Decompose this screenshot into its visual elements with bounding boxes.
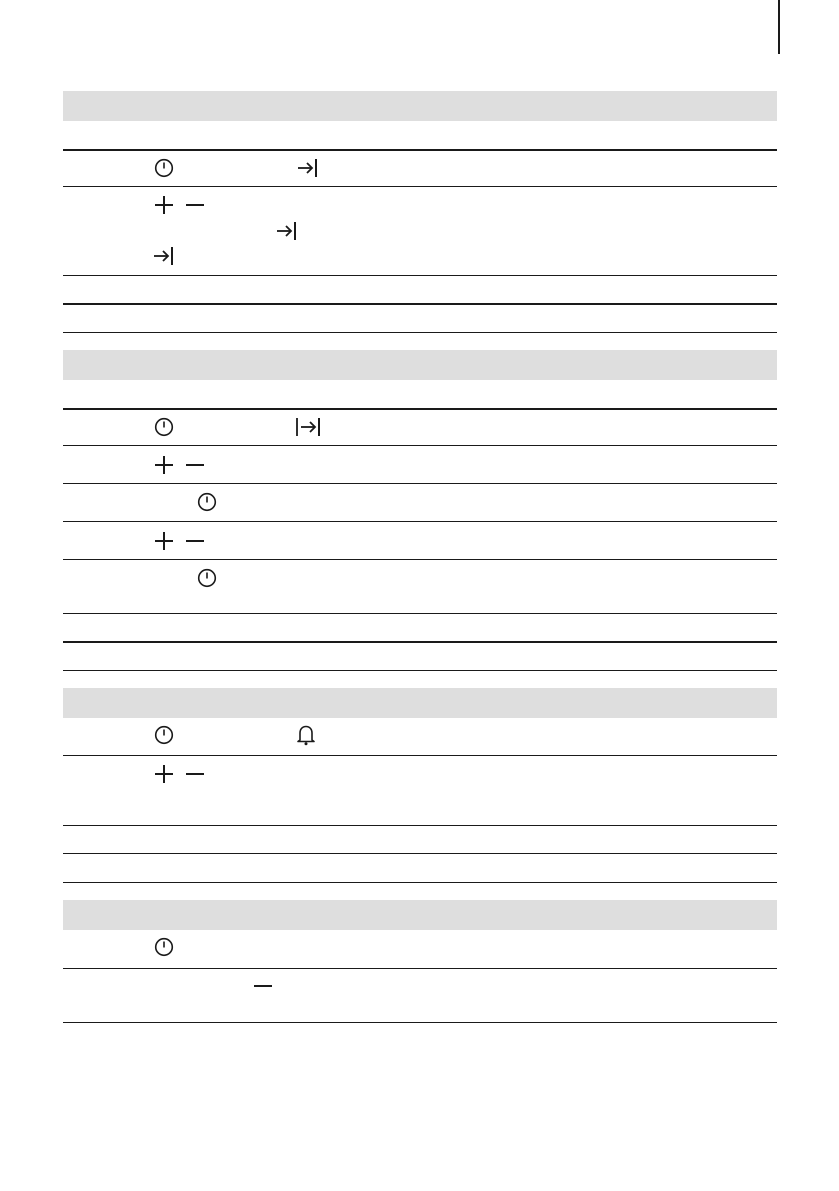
table-row	[63, 408, 777, 446]
table-row	[63, 969, 777, 1023]
table-row	[63, 484, 777, 522]
table-row	[63, 643, 777, 671]
plus-icon	[154, 531, 174, 551]
section-4-header-band	[63, 900, 777, 930]
plus-icon	[154, 764, 174, 784]
table-row	[63, 826, 777, 854]
table-row	[63, 756, 777, 826]
table-row	[63, 560, 777, 614]
table-row	[63, 718, 777, 756]
instruction-table	[63, 91, 777, 1023]
section-2-header-band	[63, 350, 777, 380]
clock-icon	[197, 492, 217, 512]
arrow-to-bar-icon	[152, 246, 176, 266]
table-row	[63, 614, 777, 643]
minus-icon	[185, 455, 205, 475]
clock-icon	[154, 417, 174, 437]
table-row	[63, 446, 777, 484]
arrow-to-bar-icon	[296, 158, 320, 178]
table-row	[63, 522, 777, 560]
bar-arrow-to-bar-icon	[295, 417, 323, 437]
section-2-subheader	[63, 380, 777, 408]
table-row	[63, 854, 777, 883]
section-1-header-band	[63, 91, 777, 121]
plus-icon	[154, 455, 174, 475]
bell-icon	[296, 724, 316, 746]
minus-icon	[185, 531, 205, 551]
page-edge-mark	[778, 0, 780, 54]
minus-icon	[185, 764, 205, 784]
section-3-header-band	[63, 688, 777, 718]
clock-icon	[154, 158, 174, 178]
table-row	[63, 305, 777, 333]
minus-icon	[253, 976, 273, 996]
table-row	[63, 930, 777, 969]
table-row	[63, 149, 777, 187]
clock-icon	[154, 937, 174, 957]
minus-icon	[185, 195, 205, 215]
table-row	[63, 276, 777, 305]
clock-icon	[197, 568, 217, 588]
plus-icon	[154, 195, 174, 215]
section-1-subheader	[63, 121, 777, 149]
table-row	[63, 187, 777, 276]
arrow-to-bar-icon	[275, 221, 299, 241]
clock-icon	[154, 725, 174, 745]
